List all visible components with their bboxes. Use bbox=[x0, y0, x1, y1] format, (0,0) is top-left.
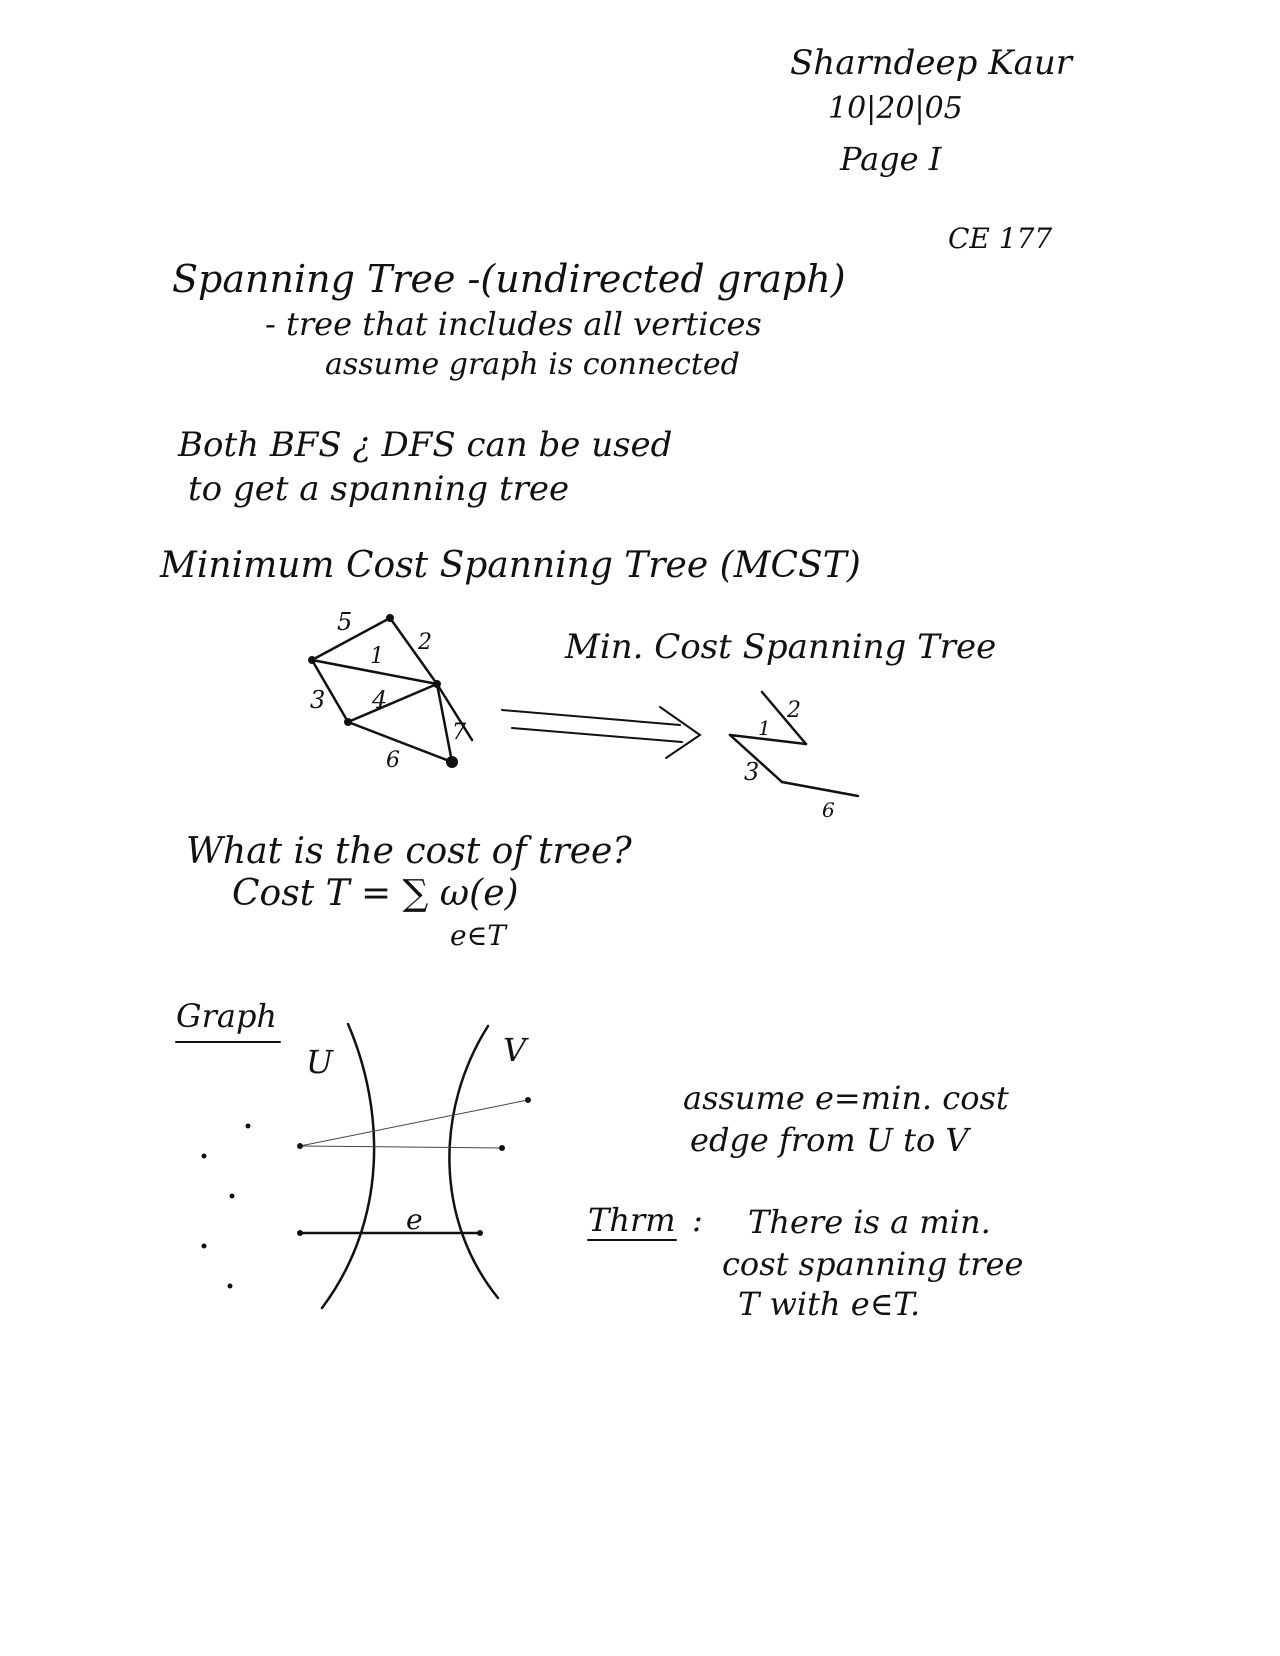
vertex-dot bbox=[202, 1244, 207, 1249]
graph-vertex bbox=[386, 614, 394, 622]
cost-formula: Cost T = ∑ ω(e) bbox=[232, 873, 519, 914]
note-date: 10|20|05 bbox=[828, 91, 963, 126]
edge-weight-label: 2 bbox=[418, 630, 432, 655]
mcst-caption: Min. Cost Spanning Tree bbox=[565, 627, 997, 667]
edge-weight-label: 1 bbox=[758, 716, 771, 740]
vertex-dot bbox=[230, 1194, 235, 1199]
implies-arrow-icon bbox=[502, 707, 700, 758]
theorem-line-1: There is a min. bbox=[748, 1203, 991, 1241]
bipartite-sketch bbox=[176, 1024, 676, 1308]
set-u-label: U bbox=[306, 1043, 333, 1081]
edge-weight-label: 4 bbox=[372, 686, 388, 714]
edge-weight-label: 1 bbox=[370, 644, 384, 669]
assumption-line-1: assume e=min. cost bbox=[683, 1079, 1009, 1117]
edge-weight-label: 3 bbox=[310, 686, 326, 714]
bipartite-vertices bbox=[202, 1097, 532, 1289]
bfs-dfs-line-1: Both BFS ¿ DFS can be used bbox=[178, 425, 673, 465]
graph-heading: Graph bbox=[176, 997, 278, 1035]
tree-edge bbox=[782, 782, 858, 796]
vertex-dot bbox=[499, 1145, 505, 1151]
vertex-dot bbox=[202, 1154, 207, 1159]
theorem-line-2: cost spanning tree bbox=[722, 1245, 1024, 1283]
vertex-dot bbox=[228, 1284, 233, 1289]
edge-weight-label: 3 bbox=[744, 758, 760, 786]
theorem-colon: : bbox=[692, 1201, 703, 1239]
bfs-dfs-line-2: to get a spanning tree bbox=[188, 469, 570, 509]
graph-vertex bbox=[308, 656, 316, 664]
graph-vertex bbox=[344, 718, 352, 726]
graph-edge bbox=[348, 722, 452, 762]
edge-weight-label: 6 bbox=[822, 798, 835, 822]
crossing-edges bbox=[300, 1100, 528, 1148]
cost-formula-subscript: e∈T bbox=[450, 919, 506, 952]
weighted-graph bbox=[312, 618, 472, 762]
theorem-line-3: T with e∈T. bbox=[738, 1285, 921, 1323]
crossing-edge bbox=[300, 1146, 502, 1148]
page-number: Page I bbox=[840, 140, 942, 178]
edge-weight-label: 5 bbox=[337, 608, 353, 636]
cost-question: What is the cost of tree? bbox=[186, 831, 632, 872]
set-v-label: V bbox=[503, 1031, 527, 1069]
vertex-dot bbox=[297, 1143, 303, 1149]
assumption-line-2: edge from U to V bbox=[690, 1121, 969, 1159]
vertex-dot bbox=[525, 1097, 531, 1103]
set-v-boundary bbox=[449, 1026, 498, 1298]
vertex-dot bbox=[477, 1230, 483, 1236]
edge-weight-label: 7 bbox=[452, 720, 466, 745]
author-name: Sharndeep Kaur bbox=[790, 43, 1073, 83]
spanning-tree-title: Spanning Tree -(undirected graph) bbox=[172, 257, 846, 301]
graph-edge bbox=[348, 684, 437, 722]
min-edge-label: e bbox=[406, 1203, 423, 1236]
mcst-title: Minimum Cost Spanning Tree (MCST) bbox=[160, 545, 861, 586]
spanning-tree-assumption: assume graph is connected bbox=[325, 347, 740, 382]
spanning-tree-definition: - tree that includes all vertices bbox=[265, 305, 762, 343]
edge-weight-label: 2 bbox=[787, 698, 801, 723]
vertex-dot bbox=[246, 1124, 251, 1129]
graph-vertex bbox=[446, 756, 458, 768]
course-code: CE 177 bbox=[948, 222, 1053, 255]
vertex-dot bbox=[297, 1230, 303, 1236]
theorem-label: Thrm bbox=[588, 1201, 676, 1239]
crossing-edge bbox=[300, 1100, 528, 1146]
edge-weight-label: 6 bbox=[386, 748, 400, 773]
graph-vertex bbox=[433, 680, 441, 688]
